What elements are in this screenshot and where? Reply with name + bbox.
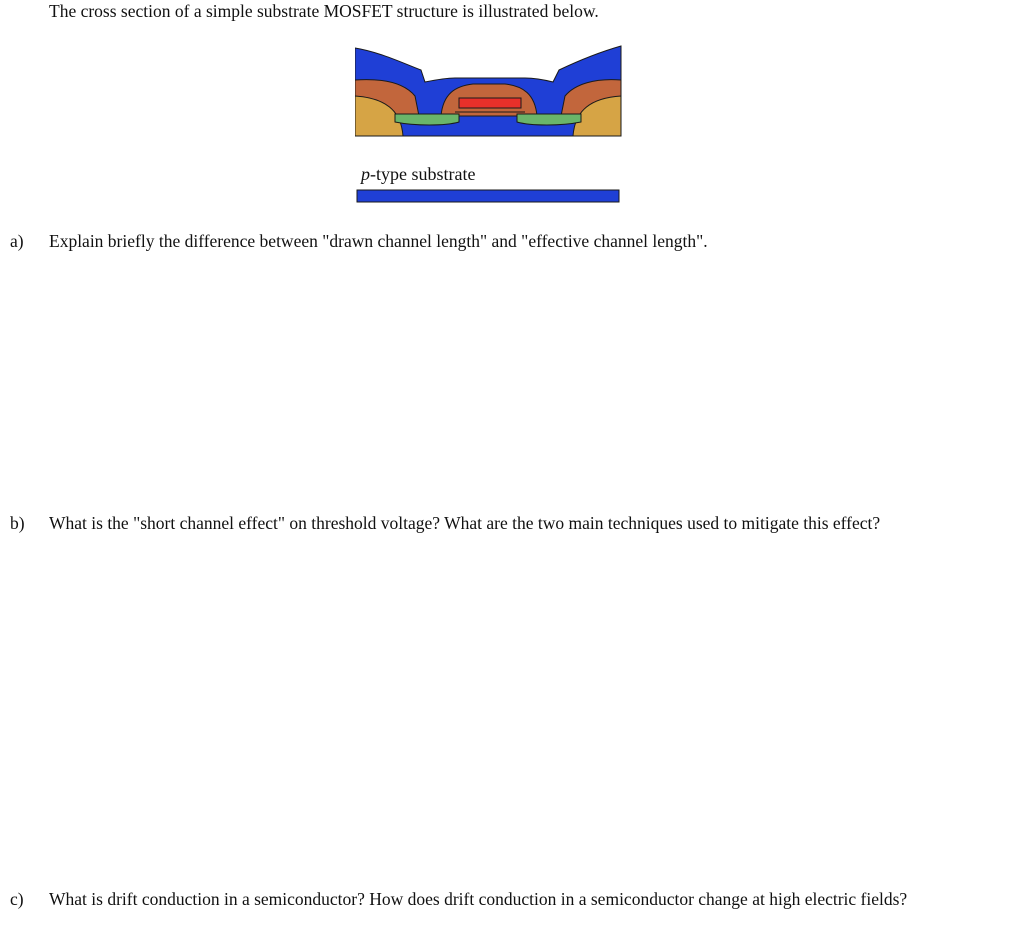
question-b xyxy=(10,512,1020,534)
substrate-bar xyxy=(357,190,619,202)
intro-text: The cross section of a simple substrate MOSFET structure is illustrated below. xyxy=(49,1,599,21)
question-text: What is drift conduction in a semiconductor? How does drift conduction in a semiconductor change at high electric fields? xyxy=(49,889,908,909)
question-a xyxy=(10,230,1020,252)
question-letter: a) xyxy=(10,231,24,251)
substrate-label: p-type substrate xyxy=(361,164,476,184)
mosfet-cross-section-figure xyxy=(355,44,623,210)
right-silicide xyxy=(517,114,581,125)
mosfet-diagram xyxy=(355,44,623,210)
left-silicide xyxy=(395,114,459,125)
question-text: Explain briefly the difference between "drawn channel length" and "effective channel length". xyxy=(49,231,708,251)
question-letter: c) xyxy=(10,889,24,909)
gate-conductor xyxy=(459,98,521,108)
question-text: What is the "short channel effect" on threshold voltage? What are the two main techniques used to mitigate this effect? xyxy=(49,513,881,533)
question-c xyxy=(10,888,1000,910)
question-letter: b) xyxy=(10,513,25,533)
